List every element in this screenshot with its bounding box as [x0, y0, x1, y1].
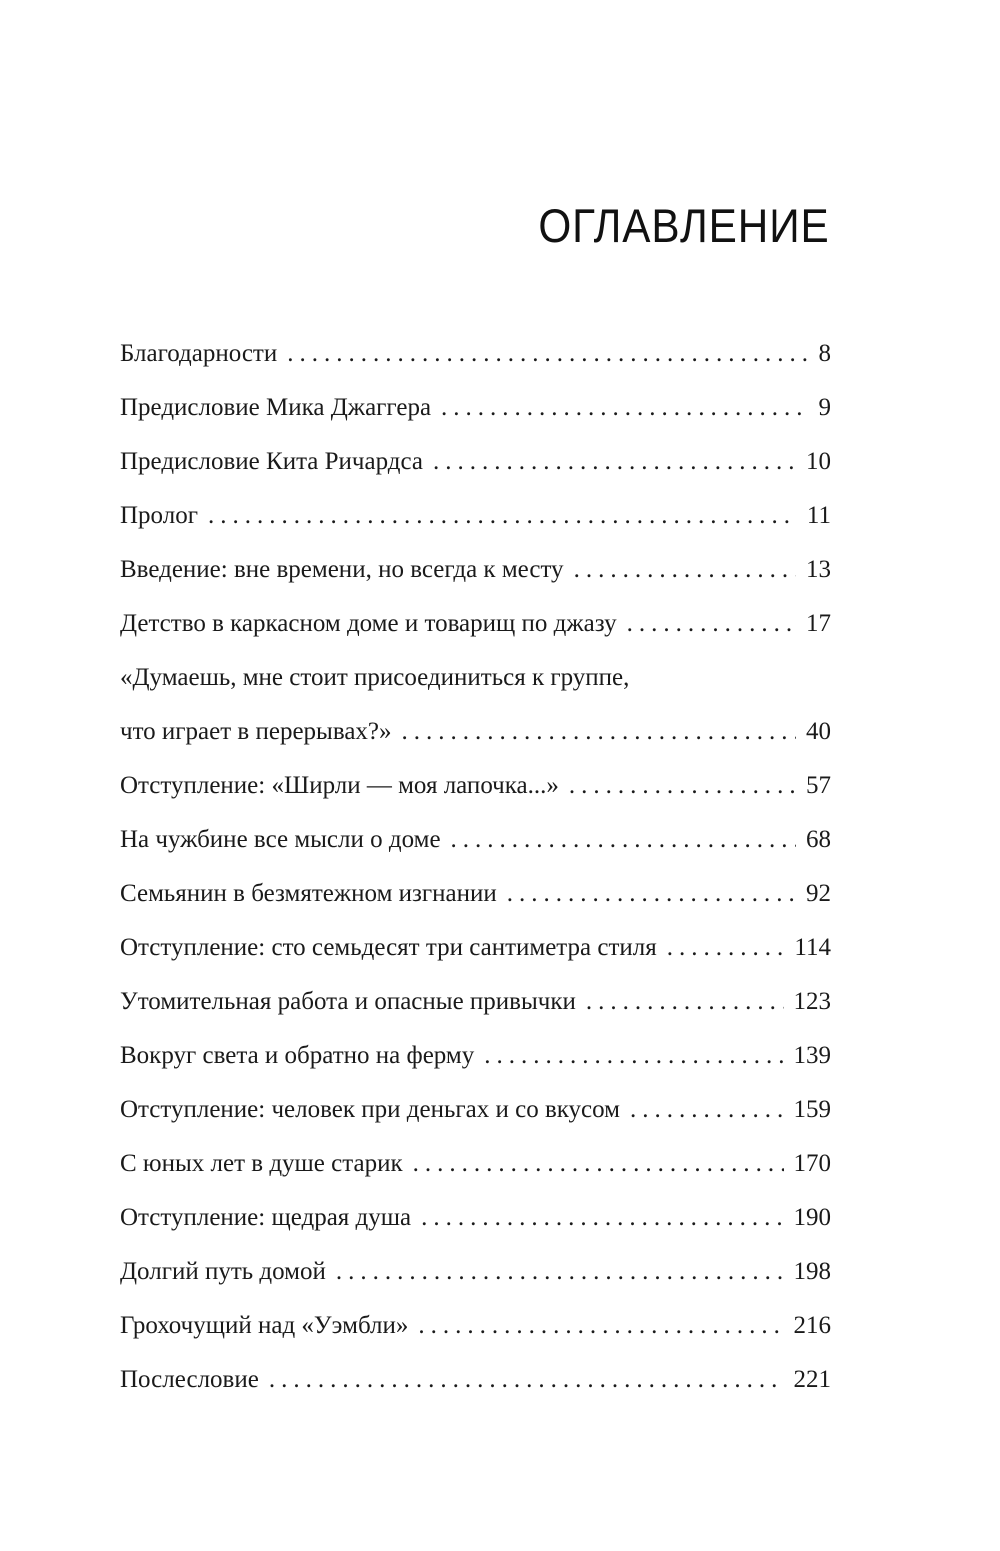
toc-dot-leader	[574, 556, 796, 584]
toc-entry-title: Благодарности	[120, 340, 278, 367]
toc-entry	[120, 975, 831, 1029]
toc-dot-leader	[421, 1204, 783, 1232]
toc-entry-page: 190	[793, 1204, 831, 1231]
toc-entry-title: Утомительная работа и опасные привычки	[120, 988, 576, 1015]
toc-entry-page: 10	[806, 448, 831, 475]
toc-entry-page: 198	[793, 1258, 831, 1285]
toc-entry	[120, 543, 831, 597]
toc-dot-leader	[413, 1150, 784, 1178]
toc-entry-title: Отступление: «Ширли — моя лапочка...»	[120, 772, 559, 799]
toc-dot-leader	[208, 502, 797, 530]
toc-dot-leader	[336, 1258, 784, 1286]
toc-entry-title: Предисловие Кита Ричардса	[120, 448, 423, 475]
toc-entry-title: Семьянин в безмятежном изгнании	[120, 880, 497, 907]
toc-entry	[120, 381, 831, 435]
toc-dot-leader	[269, 1366, 784, 1394]
toc-entry	[120, 1245, 831, 1299]
toc-entry-title: С юных лет в душе старик	[120, 1150, 403, 1177]
toc-entry	[120, 1083, 831, 1137]
toc-entry-page: 123	[793, 988, 831, 1015]
toc-entry-page: 139	[793, 1042, 831, 1069]
toc-entry	[120, 813, 831, 867]
toc-entry-title: Отступление: человек при деньгах и со вкусом	[120, 1096, 620, 1123]
toc-dot-leader	[667, 934, 785, 962]
toc-entry	[120, 1191, 831, 1245]
toc-entry-title: Отступление: щедрая душа	[120, 1204, 412, 1231]
toc-entry-page: 9	[818, 394, 831, 421]
toc-entry-title: «Думаешь, мне стоит присоединиться к группе,	[120, 664, 630, 691]
toc-dot-leader	[441, 394, 808, 422]
page-title: ОГЛАВЛЕНИЕ	[538, 199, 830, 252]
toc-entry	[120, 327, 831, 381]
toc-entry-title: Предисловие Мика Джаггера	[120, 394, 432, 421]
toc-entry	[120, 759, 831, 813]
toc-entry	[120, 489, 831, 543]
toc-dot-leader	[287, 340, 808, 368]
toc-entry-title: Грохочущий над «Уэмбли»	[120, 1312, 409, 1339]
toc-entry-page: 221	[793, 1366, 831, 1393]
toc-entry	[120, 1029, 831, 1083]
toc-entry-first-line	[120, 651, 831, 705]
toc-dot-leader	[627, 610, 796, 638]
toc-dot-leader	[630, 1096, 784, 1124]
toc-entry-page: 170	[793, 1150, 831, 1177]
toc-entry-page: 8	[818, 340, 831, 367]
toc-entry-page: 40	[806, 718, 831, 745]
toc-dot-leader	[586, 988, 784, 1016]
toc-entry-page: 159	[793, 1096, 831, 1123]
toc-entry-title: Вокруг света и обратно на ферму	[120, 1042, 475, 1069]
toc-entry-page: 68	[806, 826, 831, 853]
toc-dot-leader	[507, 880, 796, 908]
toc-dot-leader	[569, 772, 796, 800]
toc-entry-title: Отступление: сто семьдесят три сантиметра стиля	[120, 934, 657, 961]
toc-entry	[120, 867, 831, 921]
toc-dot-leader	[451, 826, 796, 854]
toc-entry-page: 11	[806, 502, 831, 529]
toc-entry-title: Введение: вне времени, но всегда к месту	[120, 556, 564, 583]
toc-entry-title: Пролог	[120, 502, 198, 529]
table-of-contents	[120, 327, 831, 1407]
toc-dot-leader	[402, 718, 796, 746]
toc-entry	[120, 597, 831, 651]
toc-dot-leader	[484, 1042, 783, 1070]
toc-dot-leader	[433, 448, 796, 476]
toc-entry	[120, 1353, 831, 1407]
toc-dot-leader	[418, 1312, 783, 1340]
toc-entry-title: На чужбине все мысли о доме	[120, 826, 441, 853]
toc-entry-title: Детство в каркасном доме и товарищ по джазу	[120, 610, 617, 637]
toc-entry	[120, 1299, 831, 1353]
toc-entry	[120, 921, 831, 975]
toc-entry-page: 17	[806, 610, 831, 637]
toc-entry-page: 216	[793, 1312, 831, 1339]
toc-entry-title-continuation: что играет в перерывах?»	[120, 718, 392, 745]
toc-entry-page: 13	[806, 556, 831, 583]
toc-entry-title: Послесловие	[120, 1366, 259, 1393]
toc-entry	[120, 1137, 831, 1191]
toc-entry-page: 57	[806, 772, 831, 799]
toc-entry-continuation	[120, 705, 831, 759]
toc-entry-page: 114	[794, 934, 831, 961]
toc-entry	[120, 435, 831, 489]
toc-entry-page: 92	[806, 880, 831, 907]
toc-entry-title: Долгий путь домой	[120, 1258, 326, 1285]
